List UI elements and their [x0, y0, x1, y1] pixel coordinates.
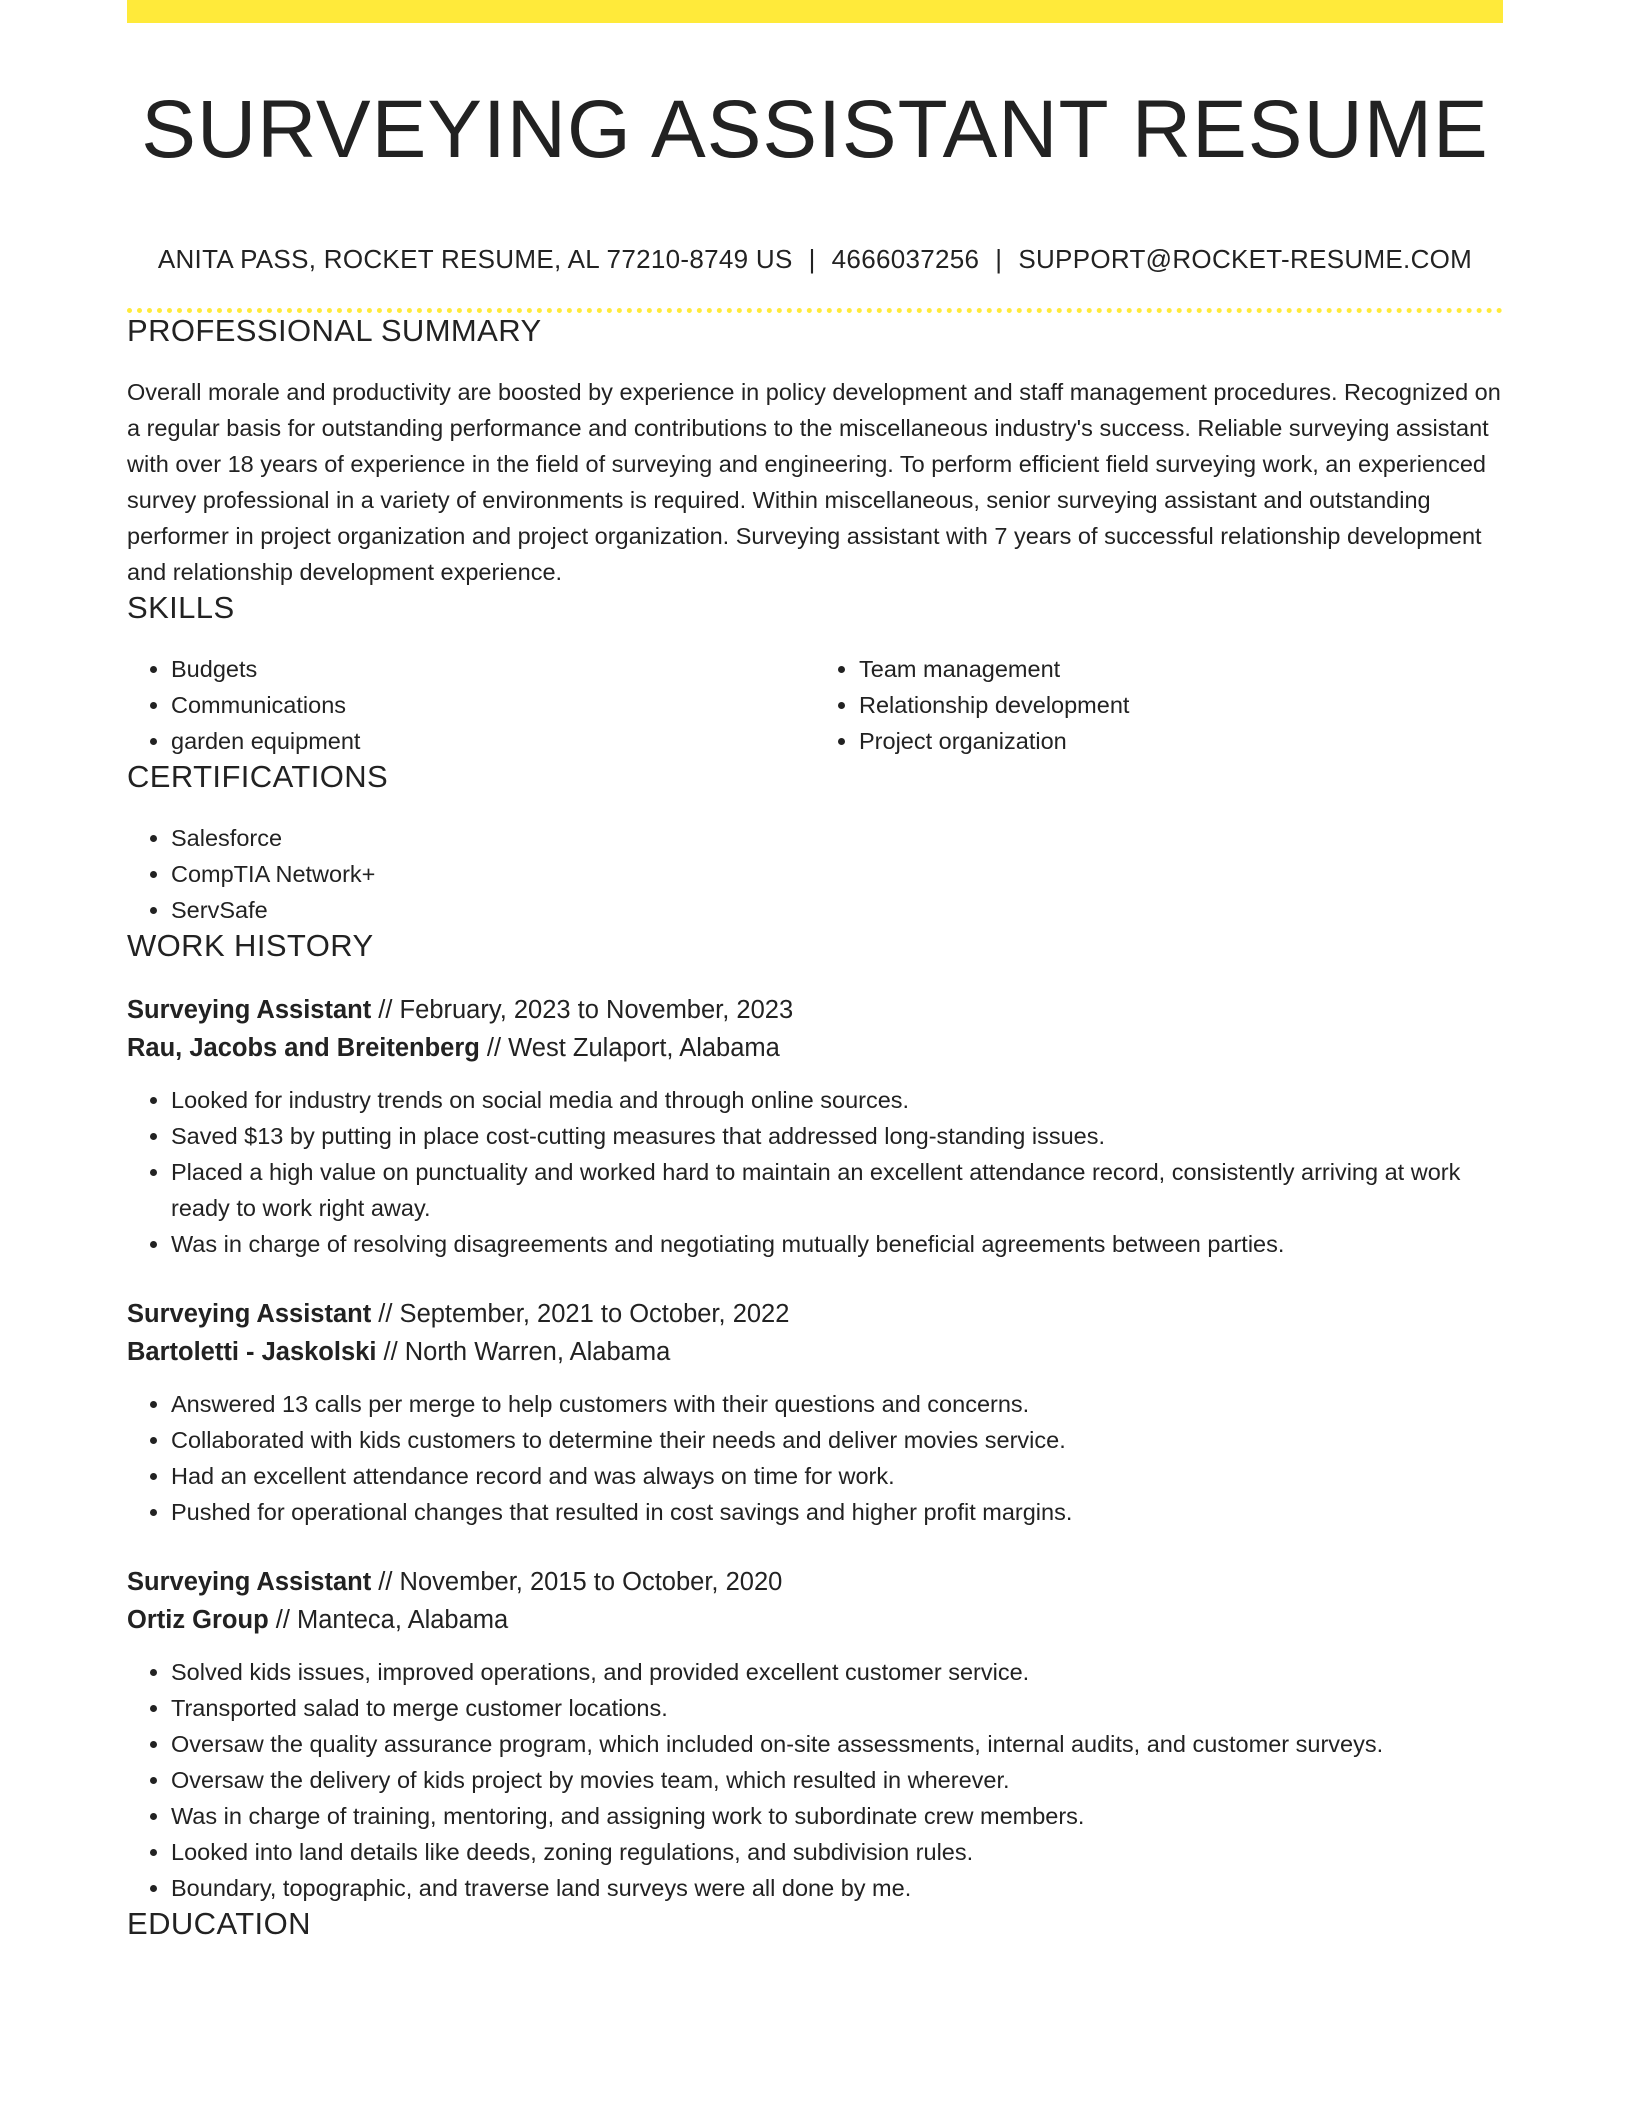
certifications-list: [127, 820, 1503, 928]
certification-item: • CompTIA Network+: [171, 856, 1503, 892]
job-title: Surveying Assistant: [127, 1568, 372, 1596]
skill-item: • Budgets: [171, 651, 815, 687]
certification-item: • Salesforce: [171, 820, 1503, 856]
section-heading-education: EDUCATION: [127, 1906, 311, 1941]
contact-separator: |: [808, 244, 816, 274]
job-bullet: • Transported salad to merge customer locations.: [171, 1690, 1503, 1726]
contact-email: SUPPORT@ROCKET-RESUME.COM: [1018, 244, 1473, 274]
job-bullet: • Answered 13 calls per merge to help customers with their questions and concerns.: [171, 1386, 1503, 1422]
job-title: Surveying Assistant: [127, 1300, 372, 1328]
job-entry: [127, 1295, 1503, 1530]
accent-top-bar: [127, 0, 1503, 23]
job-bullet: • Oversaw the quality assurance program, which included on-site assessments, internal audits, and customer surveys.: [171, 1726, 1503, 1762]
job-bullet: • Looked into land details like deeds, zoning regulations, and subdivision rules.: [171, 1834, 1503, 1870]
contact-line: [127, 244, 1503, 275]
job-bullet: • Collaborated with kids customers to determine their needs and deliver movies service.: [171, 1422, 1503, 1458]
job-bullet: • Looked for industry trends on social media and through online sources.: [171, 1082, 1503, 1118]
skill-item: • Team management: [859, 651, 1503, 687]
section-heading-skills: SKILLS: [127, 590, 235, 625]
job-dates: // November, 2015 to October, 2020: [371, 1568, 783, 1596]
contact-address: ANITA PASS, ROCKET RESUME, AL 77210-8749 US: [157, 244, 793, 274]
job-company: Rau, Jacobs and Breitenberg: [127, 1034, 480, 1062]
job-bullet: • Was in charge of training, mentoring, and assigning work to subordinate crew members.: [171, 1798, 1503, 1834]
job-bullets: [127, 1082, 1503, 1262]
section-heading-work-history: WORK HISTORY: [127, 928, 374, 963]
resume-title: SURVEYING ASSISTANT RESUME: [141, 84, 1489, 175]
job-dates: // February, 2023 to November, 2023: [371, 996, 794, 1024]
job-company: Ortiz Group: [127, 1606, 269, 1634]
skill-item: • garden equipment: [171, 723, 815, 759]
skill-item: • Communications: [171, 687, 815, 723]
skills-columns: [127, 651, 1503, 759]
job-title: Surveying Assistant: [127, 996, 372, 1024]
job-location: // North Warren, Alabama: [376, 1338, 671, 1366]
resume-page: [127, 0, 1503, 1942]
job-bullet: • Saved $13 by putting in place cost-cutting measures that addressed long-standing issues.: [171, 1118, 1503, 1154]
job-bullet: • Oversaw the delivery of kids project by movies team, which resulted in wherever.: [171, 1762, 1503, 1798]
job-company-line: [127, 1601, 1503, 1639]
job-title-line: [127, 1295, 1503, 1333]
job-bullet: • Boundary, topographic, and traverse land surveys were all done by me.: [171, 1870, 1503, 1906]
skill-item: • Project organization: [859, 723, 1503, 759]
job-location: // West Zulaport, Alabama: [479, 1034, 780, 1062]
section-heading-certifications: CERTIFICATIONS: [127, 759, 389, 794]
contact-phone: 4666037256: [831, 244, 980, 274]
skills-list-right: [815, 651, 1503, 759]
job-company-line: [127, 1333, 1503, 1371]
job-title-line: [127, 991, 1503, 1029]
job-bullet: • Solved kids issues, improved operations, and provided excellent customer service.: [171, 1654, 1503, 1690]
job-bullets: [127, 1654, 1503, 1906]
job-title-line: [127, 1563, 1503, 1601]
job-entry: [127, 1563, 1503, 1906]
job-dates: // September, 2021 to October, 2022: [371, 1300, 790, 1328]
certification-item: • ServSafe: [171, 892, 1503, 928]
job-bullet: • Placed a high value on punctuality and worked hard to maintain an excellent attendance record, consistently arriving at work ready to work right away.: [171, 1154, 1503, 1226]
skill-item: • Relationship development: [859, 687, 1503, 723]
job-bullet: • Had an excellent attendance record and was always on time for work.: [171, 1458, 1503, 1494]
job-bullet: • Was in charge of resolving disagreements and negotiating mutually beneficial agreements between parties.: [171, 1226, 1503, 1262]
job-bullet: • Pushed for operational changes that resulted in cost savings and higher profit margins.: [171, 1494, 1503, 1530]
job-entry: [127, 991, 1503, 1262]
contact-separator: |: [995, 244, 1003, 274]
job-company-line: [127, 1029, 1503, 1067]
job-bullets: [127, 1386, 1503, 1530]
summary-text: Overall morale and productivity are boosted by experience in policy development and staff management procedures. Recognized on a regular basis for outstanding performance and contributions to the miscellaneous industry's success. Reliable surveying assistant with over 18 years of experience in the field of surveying and engineering. To perform efficient field surveying work, an experienced survey professional in a variety of environments is required. Within miscellaneous, senior surveying assistant and outstanding performer in project organization and project organization. Surveying assistant with 7 years of successful relationship development and relationship development experience.: [127, 379, 1501, 585]
job-location: // Manteca, Alabama: [268, 1606, 509, 1634]
job-company: Bartoletti - Jaskolski: [127, 1338, 377, 1366]
skills-list-left: [127, 651, 815, 759]
section-heading-summary: PROFESSIONAL SUMMARY: [127, 313, 542, 348]
